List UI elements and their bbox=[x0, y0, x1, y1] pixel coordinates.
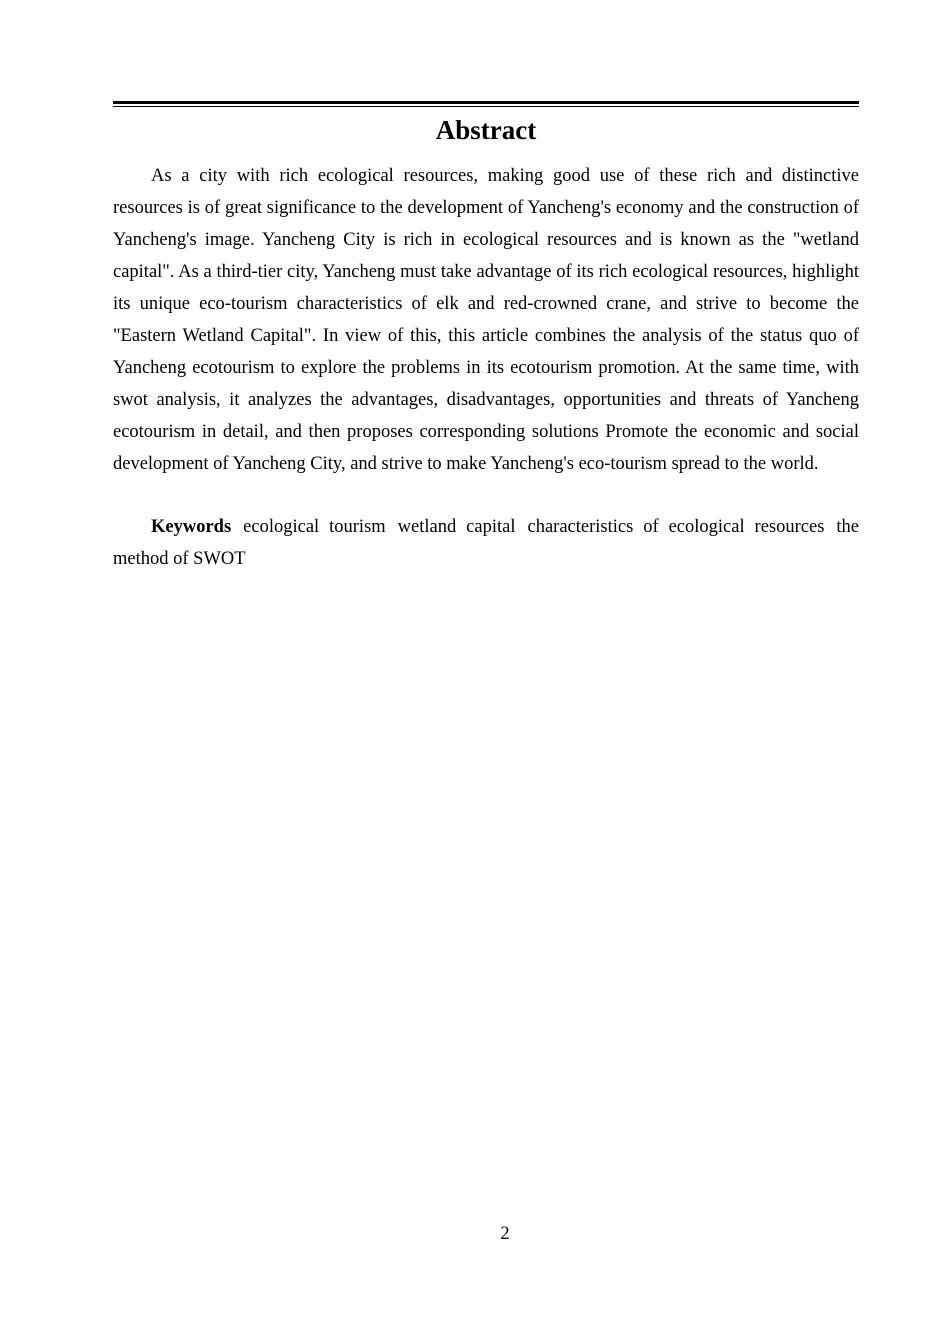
abstract-paragraph: As a city with rich ecological resources, making good use of these rich and distinctive resources is of great significance to the development of Yancheng's economy and the construction of Yancheng's image. Yancheng City is rich in ecological resources and is known as the "wetland capital". As a third-tier city, Yancheng must take advantage of its rich ecological resources, highlight its unique eco-tourism characteristics of elk and red-crowned crane, and strive to become the "Eastern Wetland Capital". In view of this, this article combines the analysis of the status quo of Yancheng ecotourism to explore the problems in its ecotourism promotion. At the same time, with swot analysis, it analyzes the advantages, disadvantages, opportunities and threats of Yancheng ecotourism in detail, and then proposes corresponding solutions Promote the economic and social development of Yancheng City, and strive to make Yancheng's eco-tourism spread to the world. bbox=[113, 166, 859, 474]
page-number: 2 bbox=[500, 1224, 510, 1244]
keyword-item: wetland capital bbox=[397, 517, 516, 537]
keywords-label: Keywords bbox=[151, 517, 232, 537]
header-rule-thin bbox=[113, 106, 859, 107]
abstract-title: Abstract bbox=[435, 115, 537, 145]
keyword-item: characteristics of ecological resources bbox=[527, 517, 825, 537]
header-rule-thick bbox=[113, 101, 859, 104]
keywords-paragraph bbox=[113, 511, 859, 575]
keyword-item: ecological tourism bbox=[243, 517, 386, 537]
keyword-item: the method of SWOT bbox=[113, 517, 860, 569]
